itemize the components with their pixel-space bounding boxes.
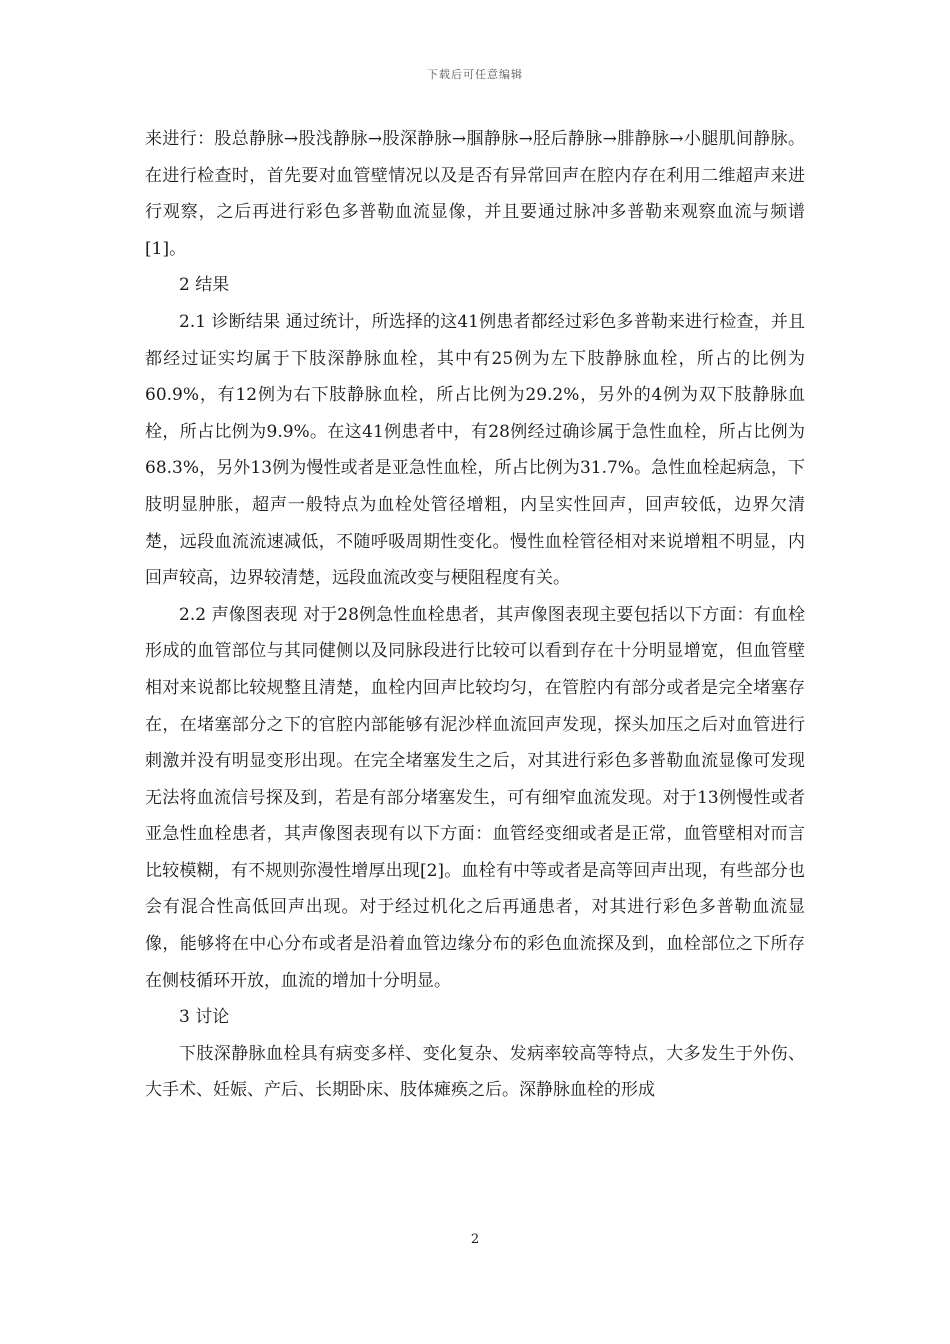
paragraph-discussion: 下肢深静脉血栓具有病变多样、变化复杂、发病率较高等特点，大多发生于外伤、大手术、妊娠、产后、长期卧床、肢体瘫痪之后。深静脉血栓的形成 (145, 1043, 805, 1101)
paragraph-diagnosis-results: 2.1 诊断结果 通过统计，所选择的这41例患者都经过彩色多普勒来进行检查，并且都经过证实均属于下肢深静脉血栓，其中有25例为左下肢静脉血栓，所占的比例为60.9%，有12例为右下肢静脉血栓，所占比例为29.2%，另外的4例为双下肢静脉血栓，所占比例为9.9%。在这41例患者中，有28例经过确诊属于急性血栓，所占比例为68.3%，另外13例为慢性或者是亚急性血栓，所占比例为31.7%。急性血栓起病急，下肢明显肿胀，超声一般特点为血栓处管径增粗，内呈实性回声，回声较低，边界欠清楚，远段血流流速减低，不随呼吸周期性变化。慢性血栓管径相对来说增粗不明显，内回声较高，边界较清楚，远段血流改变与梗阻程度有关。 (145, 311, 805, 589)
section-heading-discussion: 3 讨论 (179, 1007, 230, 1028)
paragraph-methods-continued: 来进行：股总静脉→股浅静脉→股深静脉→腘静脉→胫后静脉→腓静脉→小腿肌间静脉。在进行检查时，首先要对血管壁情况以及是否有异常回声在腔内存在利用二维超声来进行观察，之后再进行彩色多普勒血流显像，并且要通过脉冲多普勒来观察血流与频谱[1]。 (145, 129, 805, 259)
section-heading-results: 2 结果 (179, 275, 230, 296)
page-number: 2 (470, 1232, 480, 1247)
document-body (145, 121, 805, 1109)
page-header: 下载后可任意编辑 (427, 68, 523, 81)
paragraph-sonographic-findings: 2.2 声像图表现 对于28例急性血栓患者，其声像图表现主要包括以下方面：有血栓形成的血管部位与其同健侧以及同脉段进行比较可以看到存在十分明显增宽，但血管壁相对来说都比较规整且清楚，血栓内回声比较均匀，在管腔内有部分或者是完全堵塞存在，在堵塞部分之下的官腔内部能够有泥沙样血流回声发现，探头加压之后对血管进行刺激并没有明显变形出现。在完全堵塞发生之后，对其进行彩色多普勒血流显像可发现无法将血流信号探及到，若是有部分堵塞发生，可有细窄血流发现。对于13例慢性或者亚急性血栓患者，其声像图表现有以下方面：血管经变细或者是正常，血管壁相对而言比较模糊，有不规则弥漫性增厚出现[2]。血栓有中等或者是高等回声出现，有些部分也会有混合性高低回声出现。对于经过机化之后再通患者，对其进行彩色多普勒血流显像，能够将在中心分布或者是沿着血管边缘分布的彩色血流探及到，血栓部位之下所存在侧枝循环开放，血流的增加十分明显。 (145, 604, 805, 991)
